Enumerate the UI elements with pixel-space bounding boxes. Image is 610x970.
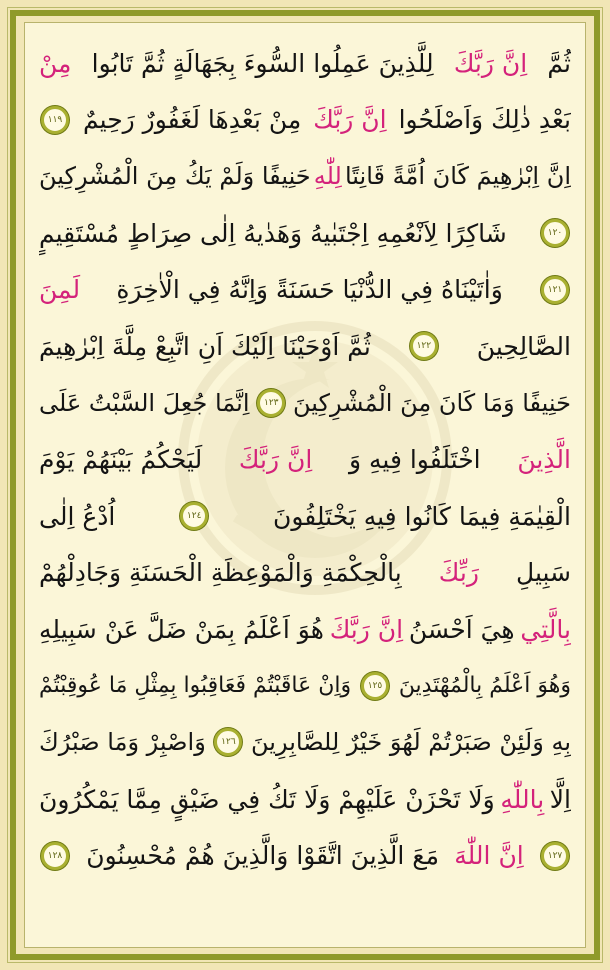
ayah-number-marker: ١٢٣ <box>257 389 285 417</box>
verse-text: حَنِيفًا وَمَا كَانَ مِنَ الْمُشْرِكِينَ <box>293 388 571 417</box>
text-line <box>39 148 571 205</box>
ayah-number-marker: ١٢١ <box>541 276 569 304</box>
text-line <box>39 488 571 545</box>
highlighted-word: اِنَّ رَبَّكَ <box>313 105 387 135</box>
verse-text: لِلَّذِينَ عَمِلُوا السُّوءَ بِجَهَالَةٍ ثُمَّ تَابُوا <box>91 48 434 78</box>
text-line <box>39 35 571 92</box>
verse-text: حَنِيفًا وَلَمْ يَكُ مِنَ الْمُشْرِكِينَ <box>39 162 311 191</box>
verse-text: مِنْ بَعْدِهَا لَغَفُورٌ رَحِيمٌ <box>83 105 302 135</box>
verse-text: الصَّالِحِينَ <box>476 331 571 361</box>
highlighted-word: بِالَّتِي <box>520 614 571 644</box>
highlighted-word: الَّذِينَ <box>517 444 571 474</box>
ayah-number-marker: ١٢٠ <box>541 219 569 247</box>
ayah-number-marker: ١٢٢ <box>410 332 438 360</box>
verse-text: هِيَ اَحْسَنُ <box>408 614 515 644</box>
text-line <box>39 261 571 318</box>
verse-text: وَهُوَ اَعْلَمُ بِالْمُهْتَدِينَ <box>398 673 571 699</box>
text-line <box>39 544 571 601</box>
text-line <box>39 375 571 432</box>
highlighted-word: بِاللّٰهِ <box>500 784 545 814</box>
verse-text: وَاصْبِرْ وَمَا صَبْرُكَ <box>39 728 206 757</box>
verse-text: بِهِ وَلَئِنْ صَبَرْتُمْ لَهُوَ خَيْرٌ لِلصَّابِرِينَ <box>251 728 571 757</box>
ayah-number-marker: ١٢٧ <box>541 842 569 870</box>
text-line <box>39 827 571 884</box>
highlighted-word: مِنْ <box>39 48 72 78</box>
highlighted-word: اِنَّ رَبَّكَ <box>453 48 528 78</box>
verse-text: اُدْعُ اِلٰى <box>39 501 116 531</box>
highlighted-word: لَمِنَ <box>39 275 81 305</box>
ayah-number-marker: ١١٩ <box>41 106 69 134</box>
verse-text: اِنَّمَا جُعِلَ السَّبْتُ عَلَى <box>39 388 250 417</box>
highlighted-word: اِنَّ رَبَّكَ <box>329 614 404 644</box>
verse-text: شَاكِرًا لِاَنْعُمِهِ اِجْتَبٰيهُ وَهَدٰيهُ اِلٰى صِرَاطٍ مُسْتَقِيمٍ <box>39 218 507 248</box>
verse-text: سَبِيلِ <box>516 558 571 588</box>
verse-text: وَاٰتَيْنَاهُ فِي الدُّنْيَا حَسَنَةً وَاِنَّهُ فِي الْاٰخِرَةِ <box>116 275 503 305</box>
text-line <box>39 318 571 375</box>
verse-text: هُوَ اَعْلَمُ بِمَنْ ضَلَّ عَنْ سَبِيلِهِ <box>39 614 324 644</box>
verse-text: اِنَّ اِبْرٰهِيمَ كَانَ اُمَّةً قَانِتًا <box>344 162 571 191</box>
verse-text: بَعْدِ ذٰلِكَ وَاَصْلَحُوا <box>398 105 571 135</box>
highlighted-word: اِنَّ اللّٰهَ <box>454 841 524 871</box>
highlighted-word: رَبِّكَ <box>438 558 479 588</box>
verse-text: وَلَا تَحْزَنْ عَلَيْهِمْ وَلَا تَكُ فِي ضَيْقٍ مِمَّا يَمْكُرُونَ <box>39 784 495 814</box>
ayah-number-marker: ١٢٤ <box>180 502 208 530</box>
verse-text: اِلَّا <box>549 784 571 814</box>
verse-text: الْقِيٰمَةِ فِيمَا كَانُوا فِيهِ يَخْتَلِفُونَ <box>272 501 571 531</box>
mushaf-page <box>24 22 586 948</box>
verse-text: لَيَحْكُمُ بَيْنَهُمْ يَوْمَ <box>39 444 203 474</box>
text-line <box>39 601 571 658</box>
text-lines <box>25 23 585 947</box>
text-line <box>39 658 571 715</box>
text-line <box>39 92 571 149</box>
ayah-number-marker: ١٢٨ <box>41 842 69 870</box>
text-line <box>39 771 571 828</box>
verse-text: مَعَ الَّذِينَ اتَّقَوْا وَالَّذِينَ هُمْ مُحْسِنُونَ <box>86 841 439 871</box>
ayah-number-marker: ١٢٥ <box>361 672 389 700</box>
verse-text: وَاِنْ عَاقَبْتُمْ فَعَاقِبُوا بِمِثْلِ مَا عُوقِبْتُمْ <box>39 673 352 699</box>
ayah-number-marker: ١٢٦ <box>214 728 242 756</box>
verse-text: ثُمَّ <box>547 48 571 78</box>
text-line <box>39 714 571 771</box>
highlighted-word: لِلّٰهِ <box>313 162 342 191</box>
verse-text: ثُمَّ اَوْحَيْنَا اِلَيْكَ اَنِ اتَّبِعْ مِلَّةَ اِبْرٰهِيمَ <box>39 331 371 361</box>
highlighted-word: اِنَّ رَبَّكَ <box>238 444 313 474</box>
verse-text: اخْتَلَفُوا فِيهِ وَ <box>349 444 481 474</box>
text-line <box>39 205 571 262</box>
verse-text: بِالْحِكْمَةِ وَالْمَوْعِظَةِ الْحَسَنَةِ وَجَادِلْهُمْ <box>39 558 402 588</box>
text-line <box>39 431 571 488</box>
